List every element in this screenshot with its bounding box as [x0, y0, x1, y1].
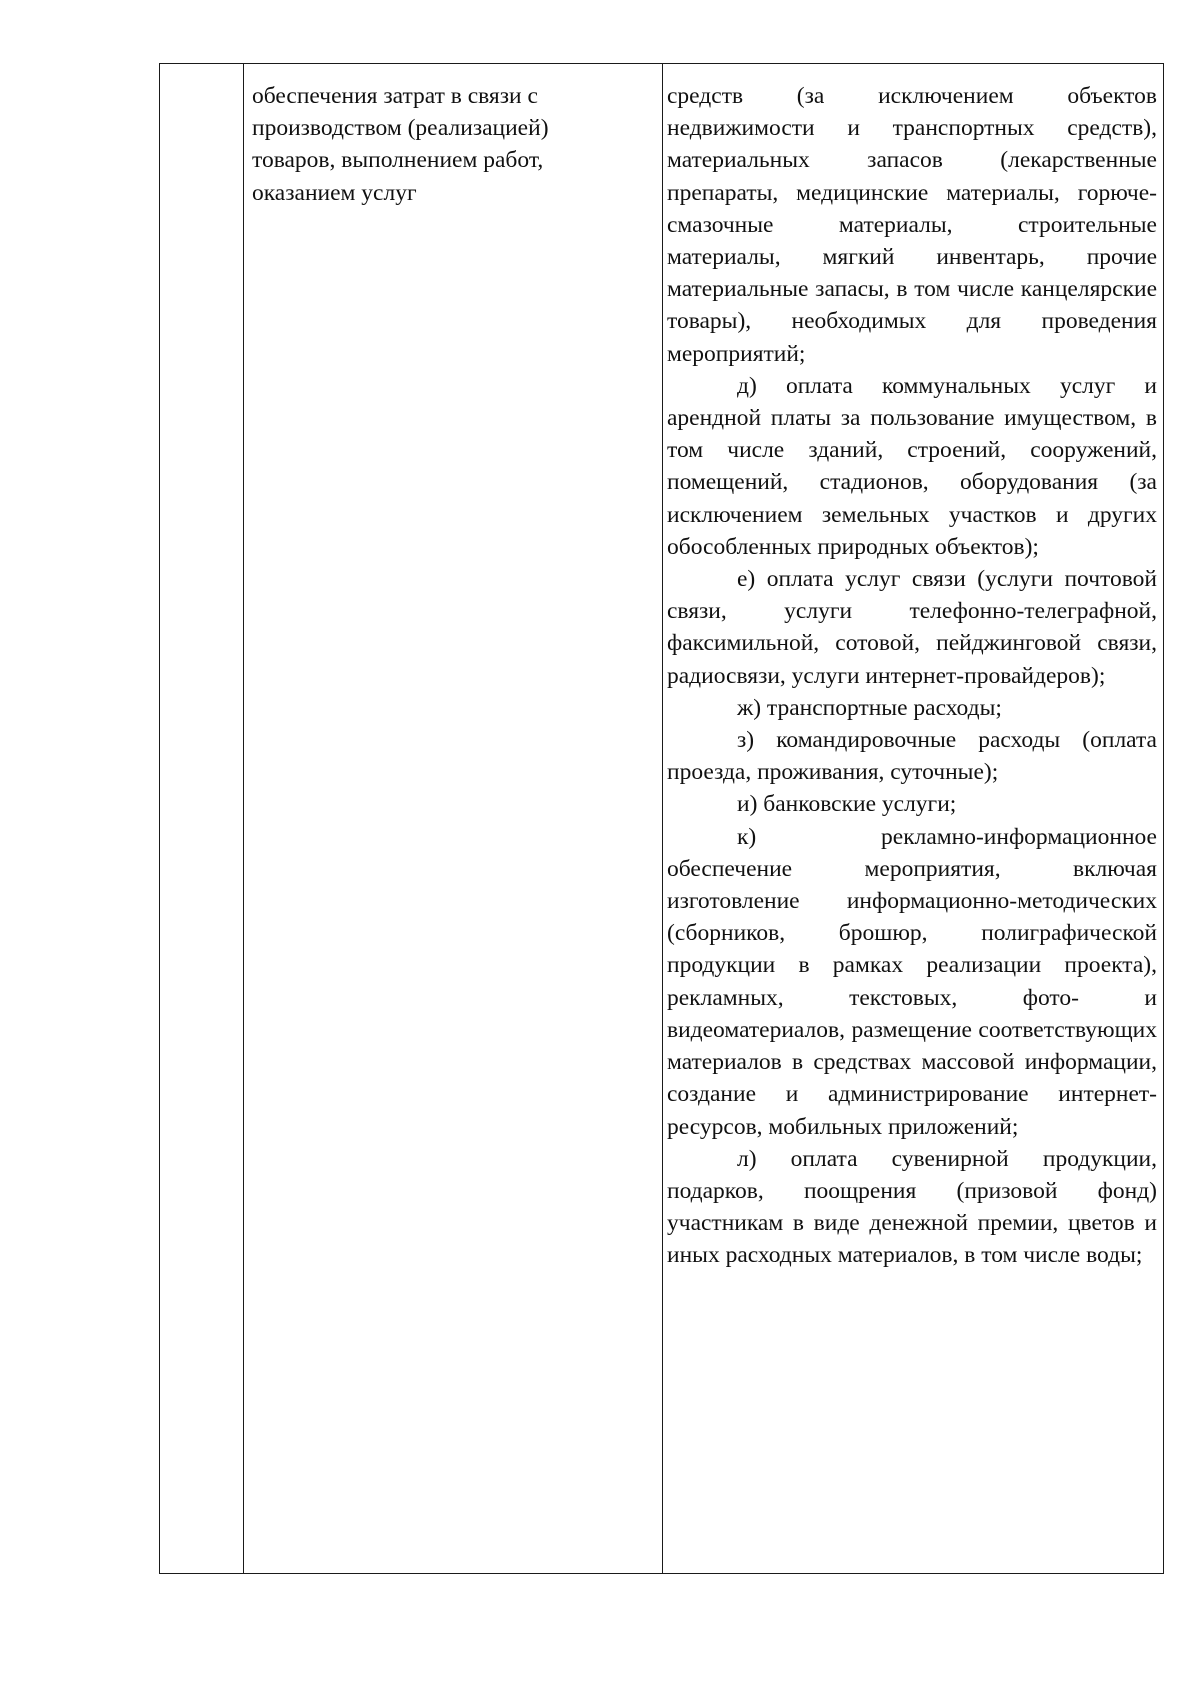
description-paragraph: к) рекламно-информационное обеспечение мероприятия, включая изготовление информационно-методических (сборников, брошюр, полиграфической продукции в рамках реализации проекта), рекламных, текстовых, фото- и видеоматериалов, размещение соответствующих материалов в средствах массовой информации, создание и администрирование интернет-ресурсов, мобильных приложений; — [667, 823, 1157, 1140]
row-name-cell — [244, 64, 663, 1574]
expense-table — [159, 63, 1164, 1574]
description-paragraph: ж) транспортные расходы; — [737, 694, 1002, 721]
description-paragraph: е) оплата услуг связи (услуги почтовой связи, услуги телефонно-телеграфной, факсимильной, сотовой, пейджинговой связи, радиосвязи, услуги интернет-провайдеров); — [667, 566, 1157, 689]
row-description-cell — [663, 64, 1164, 1574]
description-paragraph: д) оплата коммунальных услуг и арендной платы за пользование имуществом, в том числе зданий, строений, сооружений, помещений, стадионов, оборудования (за исключением земельных участков и других обособленных природных объектов); — [667, 372, 1157, 560]
description-paragraph: и) банковские услуги; — [737, 791, 957, 818]
row-number-cell — [160, 64, 244, 1574]
description-paragraph: л) оплата сувенирной продукции, подарков, поощрения (призовой фонд) участникам в виде денежной премии, цветов и иных расходных материалов, в том числе воды; — [667, 1145, 1157, 1269]
description-paragraph: з) командировочные расходы (оплата проезда, проживания, суточные); — [667, 727, 1157, 786]
description-paragraph: средств (за исключением объектов недвижимости и транспортных средств), материальных запасов (лекарственные препараты, медицинские материалы, горюче-смазочные материалы, строительные материалы, мягкий инвентарь, прочие материальные запасы, в том числе канцелярские товары), необходимых для проведения мероприятий; — [667, 83, 1157, 367]
table-row — [160, 64, 1164, 1574]
row-name-text: обеспечения затрат в связи с производством (реализацией) товаров, выполнением работ, оказанием услуг — [252, 83, 549, 206]
